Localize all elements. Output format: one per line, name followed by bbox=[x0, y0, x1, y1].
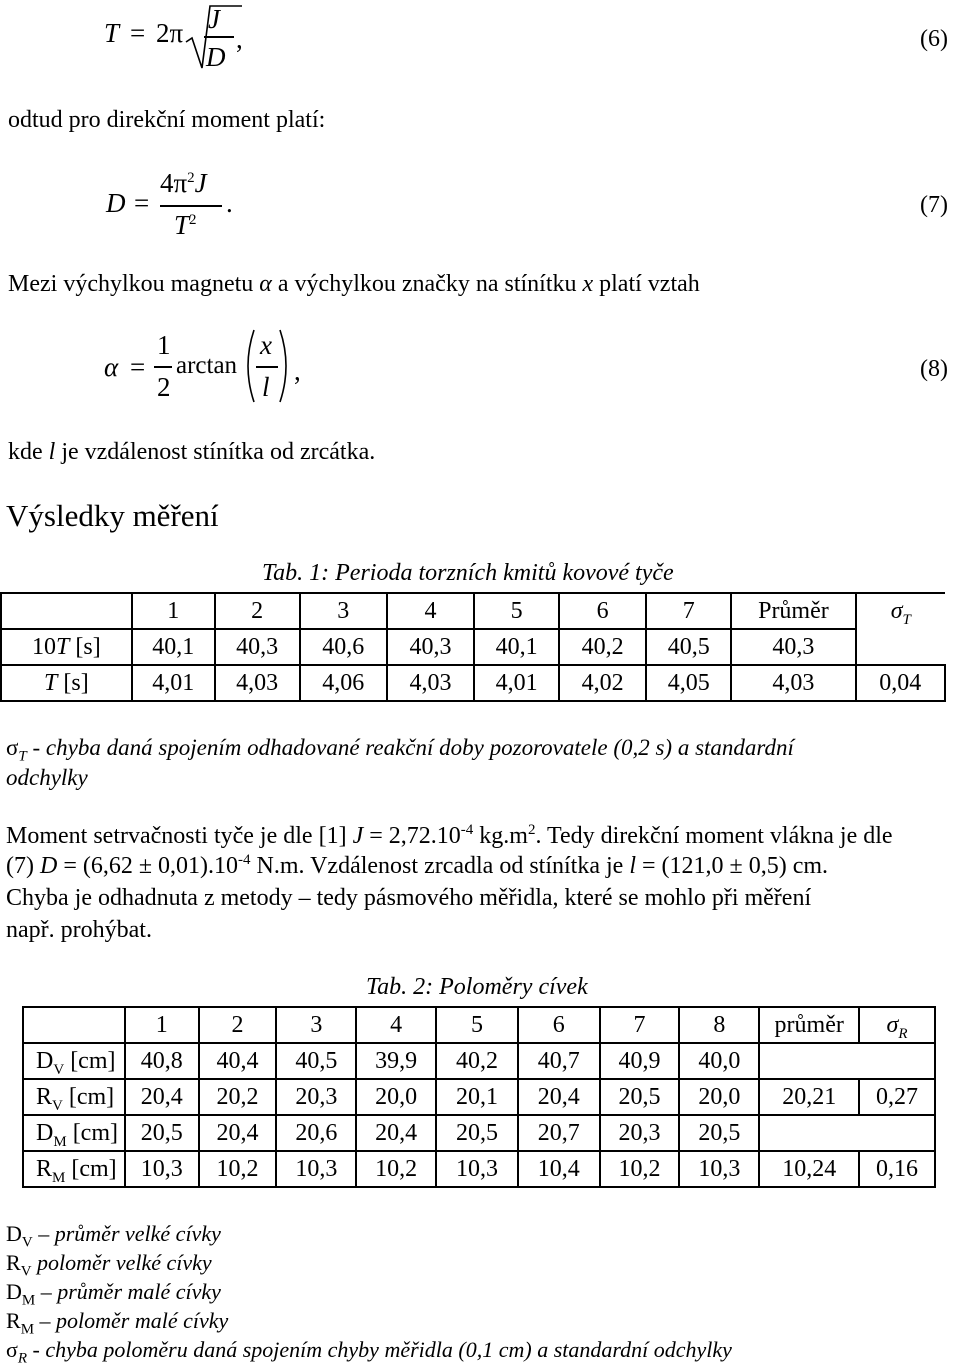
table-cell: 40,1 bbox=[132, 629, 215, 665]
table-header-cell: 2 bbox=[215, 593, 300, 629]
table-row bbox=[23, 1079, 935, 1115]
table-cell: 40,8 bbox=[125, 1043, 199, 1079]
table1 bbox=[0, 592, 946, 702]
table-row bbox=[23, 1043, 935, 1079]
table-cell: 40,3 bbox=[387, 629, 474, 665]
paragraph-moment-l4: např. prohýbat. bbox=[6, 917, 152, 943]
eq8-inner-den: l bbox=[262, 372, 270, 402]
table-cell: 10,2 bbox=[356, 1151, 436, 1187]
table-cell: 20,4 bbox=[518, 1079, 600, 1115]
table-header-cell: 4 bbox=[387, 593, 474, 629]
left-paren bbox=[242, 328, 256, 404]
table-cell: 10,2 bbox=[600, 1151, 680, 1187]
eq8-func: arctan bbox=[176, 352, 238, 379]
eq6-lhs: T bbox=[104, 18, 120, 48]
row-label: $D_M$ [cm] bbox=[23, 1115, 125, 1151]
legend-item: $D_M$ – průměr malé cívky bbox=[6, 1279, 221, 1309]
table-cell: 40,5 bbox=[646, 629, 731, 665]
row-label: $D_V$ [cm] bbox=[23, 1043, 125, 1079]
row-label: T [s] bbox=[1, 665, 132, 701]
table-cell: 10,24 bbox=[759, 1151, 859, 1187]
table-cell: 4,03 bbox=[731, 665, 855, 701]
table-cell: 10,3 bbox=[679, 1151, 759, 1187]
right-paren bbox=[278, 328, 292, 404]
table-cell: 10,3 bbox=[276, 1151, 356, 1187]
table-cell bbox=[759, 1115, 859, 1151]
table-cell: 40,5 bbox=[276, 1043, 356, 1079]
eq8-num: 1 bbox=[157, 330, 171, 360]
table-header-cell: průměr bbox=[759, 1007, 859, 1043]
table-header-sigma: $\sigma_T$ bbox=[856, 593, 945, 629]
section-heading: Výsledky měření bbox=[6, 498, 219, 533]
table-header-cell bbox=[1, 593, 132, 629]
note-sigma-t-line2: odchylky bbox=[6, 765, 88, 790]
eq6-coef: 2π bbox=[156, 18, 184, 48]
table-cell bbox=[856, 629, 945, 665]
table-cell: 20,5 bbox=[436, 1115, 518, 1151]
table-cell: 40,3 bbox=[731, 629, 855, 665]
table-header-cell: 1 bbox=[125, 1007, 199, 1043]
eq8-equals: = bbox=[130, 352, 146, 382]
table-header-cell: 7 bbox=[646, 593, 731, 629]
table-cell: 20,5 bbox=[125, 1115, 199, 1151]
table-cell: 4,01 bbox=[474, 665, 559, 701]
table-cell: 10,3 bbox=[125, 1151, 199, 1187]
table-cell: 20,4 bbox=[356, 1115, 436, 1151]
eq6-equals: = bbox=[130, 18, 146, 48]
table-cell: 39,9 bbox=[356, 1043, 436, 1079]
table-cell: 40,3 bbox=[215, 629, 300, 665]
eq7-lhs: D bbox=[106, 188, 126, 218]
paragraph-distance-definition: kde l je vzdálenost stínítka od zrcátka. bbox=[8, 439, 376, 465]
table-cell: 40,9 bbox=[600, 1043, 680, 1079]
table-cell: 0,16 bbox=[859, 1151, 935, 1187]
table-cell bbox=[859, 1115, 935, 1151]
table-header-cell: 7 bbox=[600, 1007, 680, 1043]
row-label: $R_M$ [cm] bbox=[23, 1151, 125, 1187]
row-label: 10T [s] bbox=[1, 629, 132, 665]
table-header-cell: 6 bbox=[559, 593, 646, 629]
table-header-sigma: $\sigma_R$ bbox=[859, 1007, 935, 1043]
legend-item: $D_V$ – průměr velké cívky bbox=[6, 1221, 221, 1251]
table-header-cell: 5 bbox=[436, 1007, 518, 1043]
table-row bbox=[23, 1115, 935, 1151]
table-cell: 20,5 bbox=[600, 1079, 680, 1115]
eq8-inner-num: x bbox=[260, 330, 272, 360]
table-cell bbox=[759, 1043, 859, 1079]
eq7-number: (7) bbox=[920, 192, 948, 218]
table-header-cell: 8 bbox=[679, 1007, 759, 1043]
table-cell: 20,2 bbox=[199, 1079, 277, 1115]
eq7-fraction-line bbox=[160, 205, 222, 207]
table-cell: 4,02 bbox=[559, 665, 646, 701]
table-cell: 10,3 bbox=[436, 1151, 518, 1187]
paragraph-deflection-relation: Mezi výchylkou magnetu α a výchylkou značky na stínítku x platí vztah bbox=[8, 271, 700, 297]
table-header-cell: 3 bbox=[300, 593, 387, 629]
table-cell: 40,4 bbox=[199, 1043, 277, 1079]
eq8-lhs: α bbox=[104, 352, 119, 382]
note-sigma-t: $\sigma_T$ - chyba daná spojením odhadované reakční doby pozorovatele (0,2 s) a standardní bbox=[6, 735, 794, 765]
table-cell: 4,05 bbox=[646, 665, 731, 701]
eq8-punct: , bbox=[294, 356, 301, 386]
table-cell: 20,1 bbox=[436, 1079, 518, 1115]
eq6-fraction-line bbox=[204, 36, 234, 38]
table-cell: 20,3 bbox=[276, 1079, 356, 1115]
paragraph-direction-moment: odtud pro direkční moment platí: bbox=[8, 107, 326, 133]
paragraph-moment-l2: (7) $D = (6,62 \pm 0,01).10^{-4}$ N.m. Vzdálenost zrcadla od stínítka je l = (121,0 ± 0,5) cm. bbox=[6, 852, 829, 879]
legend-item: $R_M$ – poloměr malé cívky bbox=[6, 1308, 229, 1338]
table-cell: 10,4 bbox=[518, 1151, 600, 1187]
table-cell: 4,03 bbox=[387, 665, 474, 701]
table2 bbox=[22, 1006, 936, 1188]
table-header-cell bbox=[23, 1007, 125, 1043]
table-cell: 20,4 bbox=[199, 1115, 277, 1151]
legend-item: $\sigma_R$ - chyba poloměru daná spojením chyby měřidla (0,1 cm) a standardní odchylky bbox=[6, 1337, 732, 1367]
table-header-cell: Průměr bbox=[731, 593, 855, 629]
eq8-den: 2 bbox=[157, 372, 171, 402]
table1-caption: Tab. 1: Perioda torzních kmitů kovové tyče bbox=[262, 560, 674, 586]
table-cell: 20,7 bbox=[518, 1115, 600, 1151]
table-cell: 40,2 bbox=[559, 629, 646, 665]
eq6-num: J bbox=[208, 4, 220, 34]
eq8-inner-fraction-line bbox=[256, 366, 278, 368]
table-cell: 40,6 bbox=[300, 629, 387, 665]
table-header-cell: 2 bbox=[199, 1007, 277, 1043]
paragraph-moment-l3: Chyba je odhadnuta z metody – tedy pásmového měřidla, které se mohlo při měření bbox=[6, 885, 812, 911]
table-row bbox=[23, 1151, 935, 1187]
table1-header-row bbox=[1, 593, 945, 629]
eq7-denominator: $T^2$ bbox=[174, 210, 197, 240]
table-cell: 20,5 bbox=[679, 1115, 759, 1151]
paragraph-moment-l1: Moment setrvačnosti tyče je dle [1] $J = 2,72.10^{-4}$ $kg.m^2$. Tedy direkční moment vlákna je dle bbox=[6, 822, 893, 849]
table-cell bbox=[859, 1043, 935, 1079]
eq6-punct: , bbox=[236, 24, 243, 54]
table-cell: 0,27 bbox=[859, 1079, 935, 1115]
table-cell: 4,03 bbox=[215, 665, 300, 701]
table-header-cell: 6 bbox=[518, 1007, 600, 1043]
table-cell: 4,06 bbox=[300, 665, 387, 701]
eq6-den: D bbox=[206, 42, 226, 72]
legend-item: $R_V$ poloměr velké cívky bbox=[6, 1250, 212, 1280]
row-label: $R_V$ [cm] bbox=[23, 1079, 125, 1115]
eq8-number: (8) bbox=[920, 356, 948, 382]
eq7-numerator: $4\pi^2J$ bbox=[160, 168, 207, 198]
table-cell: 40,2 bbox=[436, 1043, 518, 1079]
table2-header-row bbox=[23, 1007, 935, 1043]
table-cell: 40,1 bbox=[474, 629, 559, 665]
table-cell: 0,04 bbox=[856, 665, 945, 701]
eq8-fraction-line bbox=[154, 366, 172, 368]
table-cell: 20,21 bbox=[759, 1079, 859, 1115]
table-cell: 40,0 bbox=[679, 1043, 759, 1079]
table2-caption: Tab. 2: Poloměry cívek bbox=[366, 974, 588, 1000]
table-cell: 20,0 bbox=[679, 1079, 759, 1115]
table-row bbox=[1, 629, 945, 665]
table-cell: 20,6 bbox=[276, 1115, 356, 1151]
eq7-equals: = bbox=[134, 188, 150, 218]
table-header-cell: 1 bbox=[132, 593, 215, 629]
table-row bbox=[1, 665, 945, 701]
table-cell: 40,7 bbox=[518, 1043, 600, 1079]
table-header-cell: 4 bbox=[356, 1007, 436, 1043]
table-cell: 20,4 bbox=[125, 1079, 199, 1115]
table-cell: 10,2 bbox=[199, 1151, 277, 1187]
table-cell: 20,0 bbox=[356, 1079, 436, 1115]
eq7-punct: . bbox=[226, 188, 233, 218]
table-cell: 4,01 bbox=[132, 665, 215, 701]
table-header-cell: 5 bbox=[474, 593, 559, 629]
eq6-number: (6) bbox=[920, 26, 948, 52]
table-header-cell: 3 bbox=[276, 1007, 356, 1043]
table-cell: 20,3 bbox=[600, 1115, 680, 1151]
